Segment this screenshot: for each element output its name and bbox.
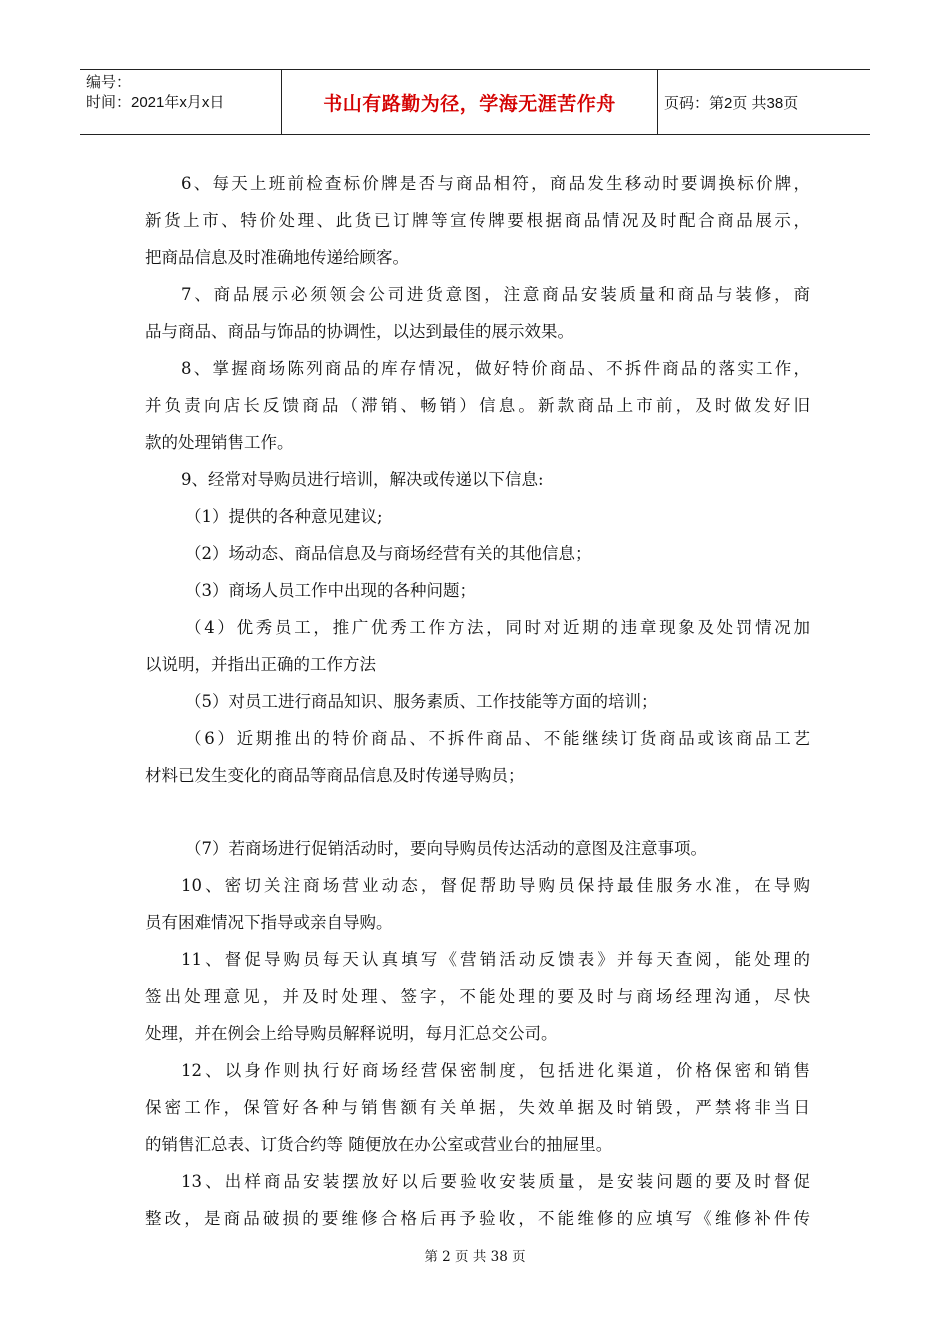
body-line: 6、每天上班前检查标价牌是否与商品相符，商品发生移动时要调换标价牌，: [181, 174, 810, 193]
body-line: 12、以身作则执行好商场经营保密制度，包括进化渠道，价格保密和销售: [181, 1061, 810, 1080]
header-motto: 书山有路勤为径，学海无涯苦作舟: [282, 70, 658, 134]
body-line: 以说明，并指出正确的工作方法: [145, 655, 376, 674]
body-line: （6）近期推出的特价商品、不拆件商品、不能继续订货商品或该商品工艺: [185, 729, 810, 748]
document-number-label: 编号：: [86, 74, 132, 91]
document-body: [145, 165, 810, 1237]
body-line: 把商品信息及时准确地传递给顾客。: [145, 248, 409, 267]
body-line: 保密工作，保管好各种与销售额有关单据，失效单据及时销毁，严禁将非当日: [145, 1098, 810, 1117]
body-line: 9、经常对导购员进行培训，解决或传递以下信息:: [181, 470, 544, 489]
body-line: 10、密切关注商场营业动态，督促帮助导购员保持最佳服务水准，在导购: [181, 876, 810, 895]
body-line: 新货上市、特价处理、此货已订牌等宣传牌要根据商品情况及时配合商品展示，: [145, 211, 810, 230]
body-line: 并负责向店长反馈商品（滞销、畅销）信息。新款商品上市前，及时做发好旧: [145, 396, 810, 415]
body-line: 8、掌握商场陈列商品的库存情况，做好特价商品、不拆件商品的落实工作，: [181, 359, 810, 378]
body-line: （4）优秀员工，推广优秀工作方法，同时对近期的违章现象及处罚情况加: [185, 618, 810, 637]
body-line: 13、出样商品安装摆放好以后要验收安装质量，是安装问题的要及时督促: [181, 1172, 810, 1191]
page-footer: 第 2 页 共 38 页: [424, 1249, 526, 1265]
header-meta-cell: [80, 70, 282, 134]
body-line: 品与商品、商品与饰品的协调性，以达到最佳的展示效果。: [145, 322, 574, 341]
body-line: （3）商场人员工作中出现的各种问题；: [185, 581, 476, 600]
body-line: 材料已发生变化的商品等商品信息及时传递导购员；: [145, 766, 525, 785]
body-line: 款的处理销售工作。: [145, 433, 294, 452]
document-date-label: 时间：2021年x月x日: [86, 94, 225, 111]
body-line: 员有困难情况下指导或亲自导购。: [145, 913, 393, 932]
body-line: 11、督促导购员每天认真填写《营销活动反馈表》并每天查阅，能处理的: [181, 950, 810, 969]
header-page-info: 页码：第2页 共38页: [664, 94, 799, 112]
body-line: （7）若商场进行促销活动时，要向导购员传达活动的意图及注意事项。: [185, 839, 707, 858]
body-line: 的销售汇总表、订货合约等 随便放在办公室或营业台的抽屉里。: [145, 1135, 613, 1154]
body-line: 处理，并在例会上给导购员解释说明，每月汇总交公司。: [145, 1024, 558, 1043]
body-line: （2）场动态、商品信息及与商场经营有关的其他信息；: [185, 544, 592, 563]
body-line: （5）对员工进行商品知识、服务素质、工作技能等方面的培训；: [185, 692, 658, 711]
document-header: [80, 69, 870, 135]
body-line: 7、商品展示必须领会公司进货意图，注意商品安装质量和商品与装修，商: [181, 285, 810, 304]
body-line: （1）提供的各种意见建议;: [185, 507, 383, 526]
body-line: 签出处理意见，并及时处理、签字，不能处理的要及时与商场经理沟通，尽快: [145, 987, 810, 1006]
paragraph-gap: [145, 794, 810, 830]
body-line: 整改，是商品破损的要维修合格后再予验收，不能维修的应填写《维修补件传: [145, 1209, 810, 1228]
